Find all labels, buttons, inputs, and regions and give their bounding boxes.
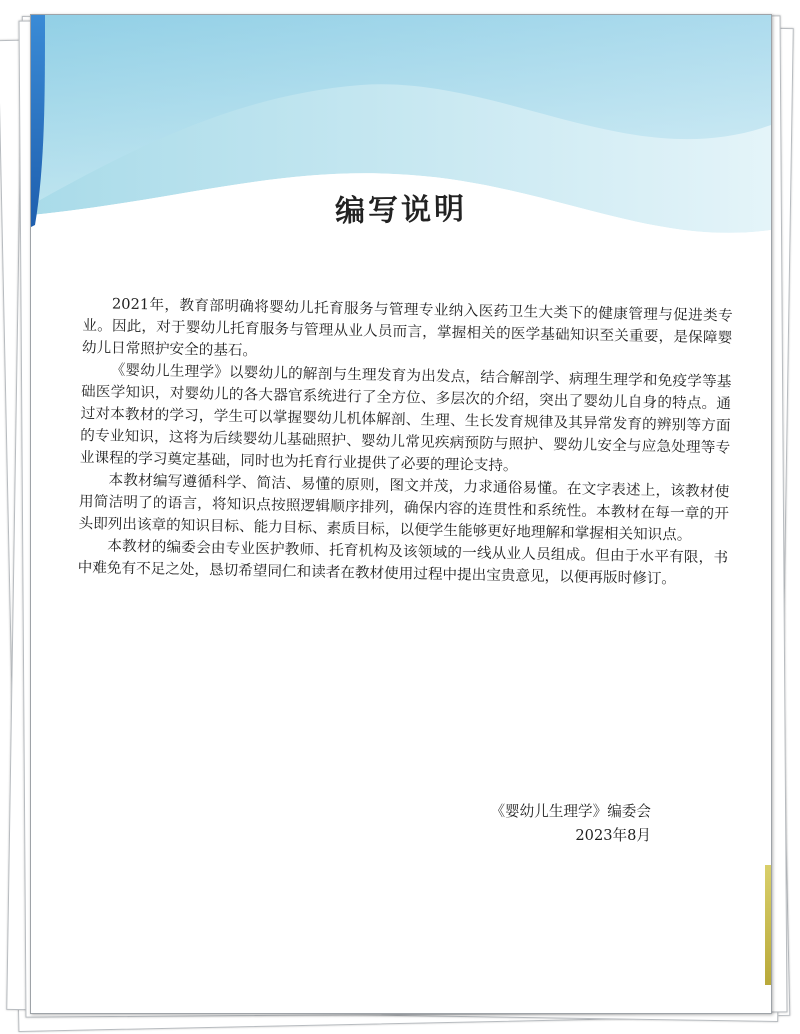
paragraph-2: 《婴幼儿生理学》以婴幼儿的解剖与生理发育为出发点，结合解剖学、病理生理学和免疫学等基础医学知识，对婴幼儿的各大器官系统进行了全方位、多层次的介绍，突出了婴幼儿自身的特点。通过对本教材的学习，学生可以掌握婴幼儿机体解剖、生理、生长发育规律及其异常发育的辨别等方面的专业知识，这将为后续婴幼儿基础照护、婴幼儿常见疾病预防与照护、婴幼儿安全与应急处理等专业课程的学习奠定基础，同时也为托育行业提供了必要的理论支持。 [79, 361, 732, 475]
page-title: 编写说明 [334, 191, 468, 230]
body-text [78, 293, 733, 591]
signature-committee: 《婴幼儿生理学》编委会 [490, 803, 651, 820]
signature-date: 2023年8月 [575, 827, 651, 844]
paragraph-4: 本教材的编委会由专业医护教师、托育机构及该领域的一线从业人员组成。但由于水平有限，书中难免有不足之处，恳切希望同仁和读者在教材使用过程中提出宝贵意见，以便再版时修订。 [77, 537, 729, 588]
page-edge-accent [765, 865, 771, 985]
signature-block [490, 800, 651, 848]
paragraph-1: 2021年，教育部明确将婴幼儿托育服务与管理专业纳入医药卫生大类下的健康管理与促进类专业。因此，对于婴幼儿托育服务与管理从业人员而言，掌握相关的医学基础知识至关重要，是保障婴幼儿日常照护安全的基石。 [81, 295, 733, 360]
paragraph-3: 本教材编写遵循科学、简洁、易懂的原则，图文并茂，力求通俗易懂。在文字表述上，该教材使用简洁明了的语言，将知识点按照逻辑顺序排列，确保内容的连贯性和系统性。本教材在每一章的开头即列出该章的知识目标、能力目标、素质目标，以便学生能够更好地理解和掌握相关知识点。 [78, 471, 730, 544]
document-page [30, 14, 772, 1014]
